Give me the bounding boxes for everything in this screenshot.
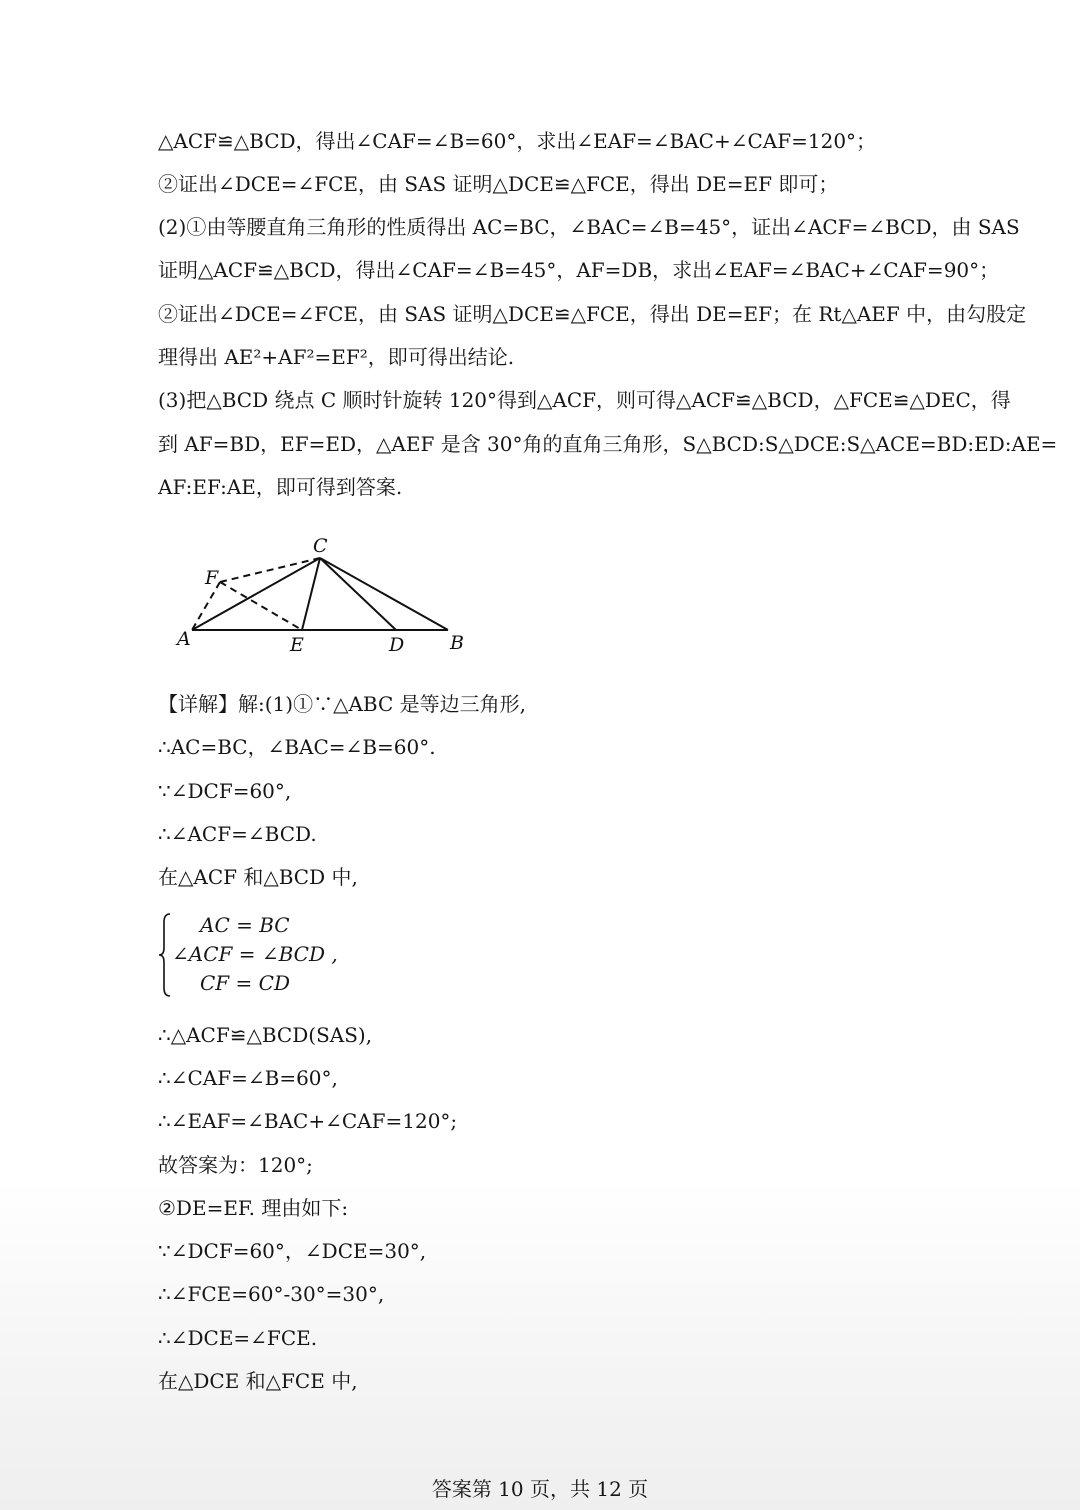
solution-line-12: ∴∠FCE=60°-30°=30°,	[158, 1282, 385, 1306]
solution-line-9: 故答案为：120°;	[158, 1153, 313, 1177]
solution-line-10: ②DE=EF. 理由如下:	[158, 1196, 349, 1220]
analysis-line-6: 理得出 AE²+AF²=EF²，即可得出结论.	[158, 345, 515, 369]
geometry-figure	[170, 530, 470, 660]
label-e: E	[290, 634, 304, 656]
segment-fe-dashed	[220, 582, 302, 630]
label-a: A	[177, 628, 191, 650]
solution-line-8: ∴∠EAF=∠BAC+∠CAF=120°;	[158, 1109, 458, 1133]
analysis-line-3: (2)①由等腰直角三角形的性质得出 AC=BC，∠BAC=∠B=45°，证出∠ACF=∠BCD，由 SAS	[158, 215, 1020, 239]
system-row-1: AC = BC	[200, 913, 290, 937]
analysis-line-1: △ACF≌△BCD，得出∠CAF=∠B=60°，求出∠EAF=∠BAC+∠CAF=120°；	[158, 129, 877, 153]
solution-line-5: 在△ACF 和△BCD 中,	[158, 865, 358, 889]
analysis-line-4: 证明△ACF≌△BCD，得出∠CAF=∠B=45°，AF=DB，求出∠EAF=∠BAC+∠CAF=90°；	[158, 258, 1000, 282]
solution-line-1: 【详解】解:(1)①∵△ABC 是等边三角形,	[158, 692, 526, 716]
solution-line-13: ∴∠DCE=∠FCE.	[158, 1326, 318, 1350]
analysis-line-2: ②证出∠DCE=∠FCE，由 SAS 证明△DCE≌△FCE，得出 DE=EF 即可；	[158, 172, 839, 196]
system-brace	[158, 912, 172, 998]
solution-line-4: ∴∠ACF=∠BCD.	[158, 822, 317, 846]
system-row-3: CF = CD	[200, 971, 290, 995]
analysis-line-5: ②证出∠DCE=∠FCE，由 SAS 证明△DCE≌△FCE，得出 DE=EF；在 Rt△AEF 中，由勾股定	[158, 302, 1027, 326]
analysis-line-7: (3)把△BCD 绕点 C 顺时针旋转 120°得到△ACF，则可得△ACF≌△BCD，△FCE≌△DEC，得	[158, 388, 1011, 412]
analysis-line-9: AF:EF:AE，即可得到答案.	[158, 475, 403, 499]
system-row-2: ∠ACF = ∠BCD ,	[172, 942, 338, 966]
segment-fc-dashed	[220, 558, 320, 582]
solution-line-3: ∵∠DCF=60°,	[158, 779, 292, 803]
solution-line-2: ∴AC=BC，∠BAC=∠B=60°.	[158, 735, 436, 759]
solution-line-7: ∴∠CAF=∠B=60°,	[158, 1066, 338, 1090]
label-d: D	[389, 634, 405, 656]
solution-line-14: 在△DCE 和△FCE 中,	[158, 1369, 358, 1393]
page-footer: 答案第 10 页，共 12 页	[431, 1477, 649, 1501]
label-f: F	[205, 567, 219, 589]
label-b: B	[450, 632, 464, 654]
solution-line-6: ∴△ACF≌△BCD(SAS),	[158, 1023, 373, 1047]
segment-ce	[302, 558, 320, 630]
label-c: C	[313, 535, 328, 557]
analysis-line-8: 到 AF=BD，EF=ED，△AEF 是含 30°角的直角三角形，S△BCD:S△DCE:S△ACE=BD:ED:AE=	[158, 432, 1058, 456]
solution-line-11: ∵∠DCF=60°，∠DCE=30°,	[158, 1239, 427, 1263]
